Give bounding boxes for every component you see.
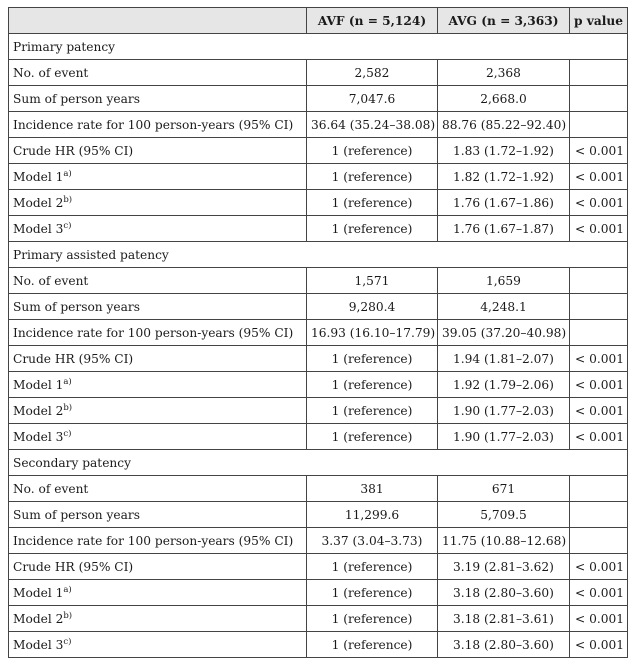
table-row [9, 320, 628, 346]
p-value [570, 476, 628, 502]
table-row [9, 112, 628, 138]
row-label-cell [9, 216, 307, 242]
row-label: Crude HR (95% CI) [13, 143, 134, 158]
avf-value: 7,047.6 [307, 86, 438, 112]
p-value [570, 528, 628, 554]
section-title: Primary patency [9, 34, 628, 60]
avf-value: 381 [307, 476, 438, 502]
avf-value: 1 (reference) [307, 164, 438, 190]
row-label-cell [9, 190, 307, 216]
p-value [570, 112, 628, 138]
table-row [9, 138, 628, 164]
avf-value: 11,299.6 [307, 502, 438, 528]
avg-value: 4,248.1 [438, 294, 570, 320]
row-label: Sum of person years [13, 91, 140, 106]
row-label: Model 2 [13, 195, 64, 210]
row-label: No. of event [13, 481, 89, 496]
p-value: < 0.001 [570, 632, 628, 658]
row-label: Model 2 [13, 611, 64, 626]
table-row [9, 554, 628, 580]
row-label: Model 1 [13, 377, 64, 392]
p-value [570, 86, 628, 112]
avg-value: 2,668.0 [438, 86, 570, 112]
avg-value: 2,368 [438, 60, 570, 86]
row-label-cell [9, 112, 307, 138]
table-row [9, 268, 628, 294]
row-label: Sum of person years [13, 507, 140, 522]
row-label: No. of event [13, 273, 89, 288]
avg-value: 1.90 (1.77–2.03) [438, 398, 570, 424]
p-value: < 0.001 [570, 346, 628, 372]
table-row [9, 502, 628, 528]
avg-value: 1.76 (1.67–1.87) [438, 216, 570, 242]
p-value: < 0.001 [570, 216, 628, 242]
table-row [9, 190, 628, 216]
row-label-cell [9, 502, 307, 528]
avg-value: 1.83 (1.72–1.92) [438, 138, 570, 164]
footnote-marker: c) [63, 220, 72, 231]
p-value: < 0.001 [570, 398, 628, 424]
avf-value: 1 (reference) [307, 554, 438, 580]
row-label-cell [9, 476, 307, 502]
header-avg: AVG (n = 3,363) [438, 8, 570, 34]
avg-value: 1.90 (1.77–2.03) [438, 424, 570, 450]
avg-value: 1.82 (1.72–1.92) [438, 164, 570, 190]
p-value [570, 268, 628, 294]
table-row [9, 164, 628, 190]
table-row [9, 294, 628, 320]
avg-value: 1.76 (1.67–1.86) [438, 190, 570, 216]
footnote-marker: b) [63, 402, 73, 413]
avf-value: 1 (reference) [307, 424, 438, 450]
avf-value: 1 (reference) [307, 606, 438, 632]
avf-value: 2,582 [307, 60, 438, 86]
p-value: < 0.001 [570, 606, 628, 632]
p-value: < 0.001 [570, 554, 628, 580]
row-label: Incidence rate for 100 person-years (95% CI) [13, 325, 294, 340]
table-row [9, 606, 628, 632]
avf-value: 9,280.4 [307, 294, 438, 320]
row-label-cell [9, 606, 307, 632]
row-label-cell [9, 424, 307, 450]
avg-value: 3.18 (2.81–3.61) [438, 606, 570, 632]
row-label: Model 3 [13, 429, 64, 444]
avg-value: 3.18 (2.80–3.60) [438, 580, 570, 606]
row-label: Incidence rate for 100 person-years (95% CI) [13, 117, 294, 132]
footnote-marker: c) [63, 428, 72, 439]
row-label: Model 2 [13, 403, 64, 418]
patency-table [8, 7, 628, 658]
avf-value: 1 (reference) [307, 346, 438, 372]
avf-value: 36.64 (35.24–38.08) [307, 112, 438, 138]
footnote-marker: b) [63, 610, 73, 621]
p-value: < 0.001 [570, 372, 628, 398]
avf-value: 1 (reference) [307, 398, 438, 424]
avg-value: 1.92 (1.79–2.06) [438, 372, 570, 398]
table-row [9, 372, 628, 398]
header-row [9, 8, 628, 34]
section-row [9, 242, 628, 268]
row-label-cell [9, 580, 307, 606]
section-row [9, 34, 628, 60]
avf-value: 1,571 [307, 268, 438, 294]
table-row [9, 216, 628, 242]
row-label-cell [9, 294, 307, 320]
avg-value: 3.18 (2.80–3.60) [438, 632, 570, 658]
row-label: Model 1 [13, 169, 64, 184]
p-value [570, 60, 628, 86]
row-label-cell [9, 60, 307, 86]
section-title: Secondary patency [9, 450, 628, 476]
row-label: Model 3 [13, 221, 64, 236]
row-label: Crude HR (95% CI) [13, 351, 134, 366]
avf-value: 1 (reference) [307, 372, 438, 398]
row-label-cell [9, 268, 307, 294]
avg-value: 39.05 (37.20–40.98) [438, 320, 570, 346]
row-label-cell [9, 138, 307, 164]
header-blank [9, 8, 307, 34]
avg-value: 5,709.5 [438, 502, 570, 528]
row-label-cell [9, 632, 307, 658]
table-row [9, 86, 628, 112]
row-label-cell [9, 528, 307, 554]
avf-value: 1 (reference) [307, 138, 438, 164]
p-value [570, 294, 628, 320]
avg-value: 671 [438, 476, 570, 502]
row-label: Sum of person years [13, 299, 140, 314]
row-label-cell [9, 554, 307, 580]
table-row [9, 60, 628, 86]
avf-value: 3.37 (3.04–3.73) [307, 528, 438, 554]
avg-value: 3.19 (2.81–3.62) [438, 554, 570, 580]
footnote-marker: a) [63, 584, 72, 595]
p-value: < 0.001 [570, 190, 628, 216]
avf-value: 1 (reference) [307, 190, 438, 216]
row-label: No. of event [13, 65, 89, 80]
table-row [9, 476, 628, 502]
row-label-cell [9, 320, 307, 346]
table-row [9, 424, 628, 450]
avg-value: 11.75 (10.88–12.68) [438, 528, 570, 554]
row-label: Incidence rate for 100 person-years (95% CI) [13, 533, 294, 548]
avg-value: 88.76 (85.22–92.40) [438, 112, 570, 138]
row-label-cell [9, 164, 307, 190]
row-label-cell [9, 398, 307, 424]
avf-value: 1 (reference) [307, 632, 438, 658]
row-label: Model 3 [13, 637, 64, 652]
p-value: < 0.001 [570, 164, 628, 190]
avf-value: 16.93 (16.10–17.79) [307, 320, 438, 346]
section-row [9, 450, 628, 476]
footnote-marker: a) [63, 376, 72, 387]
p-value: < 0.001 [570, 138, 628, 164]
row-label-cell [9, 86, 307, 112]
avg-value: 1,659 [438, 268, 570, 294]
row-label-cell [9, 346, 307, 372]
row-label: Model 1 [13, 585, 64, 600]
header-avf: AVF (n = 5,124) [307, 8, 438, 34]
table-row [9, 632, 628, 658]
p-value [570, 502, 628, 528]
p-value: < 0.001 [570, 580, 628, 606]
avf-value: 1 (reference) [307, 580, 438, 606]
table-body [9, 34, 628, 658]
table-row [9, 580, 628, 606]
table-row [9, 528, 628, 554]
row-label: Crude HR (95% CI) [13, 559, 134, 574]
avg-value: 1.94 (1.81–2.07) [438, 346, 570, 372]
section-title: Primary assisted patency [9, 242, 628, 268]
table-row [9, 346, 628, 372]
avf-value: 1 (reference) [307, 216, 438, 242]
footnote-marker: a) [63, 168, 72, 179]
p-value: < 0.001 [570, 424, 628, 450]
table-row [9, 398, 628, 424]
footnote-marker: b) [63, 194, 73, 205]
header-p-value: p value [570, 8, 628, 34]
p-value [570, 320, 628, 346]
row-label-cell [9, 372, 307, 398]
footnote-marker: c) [63, 636, 72, 647]
